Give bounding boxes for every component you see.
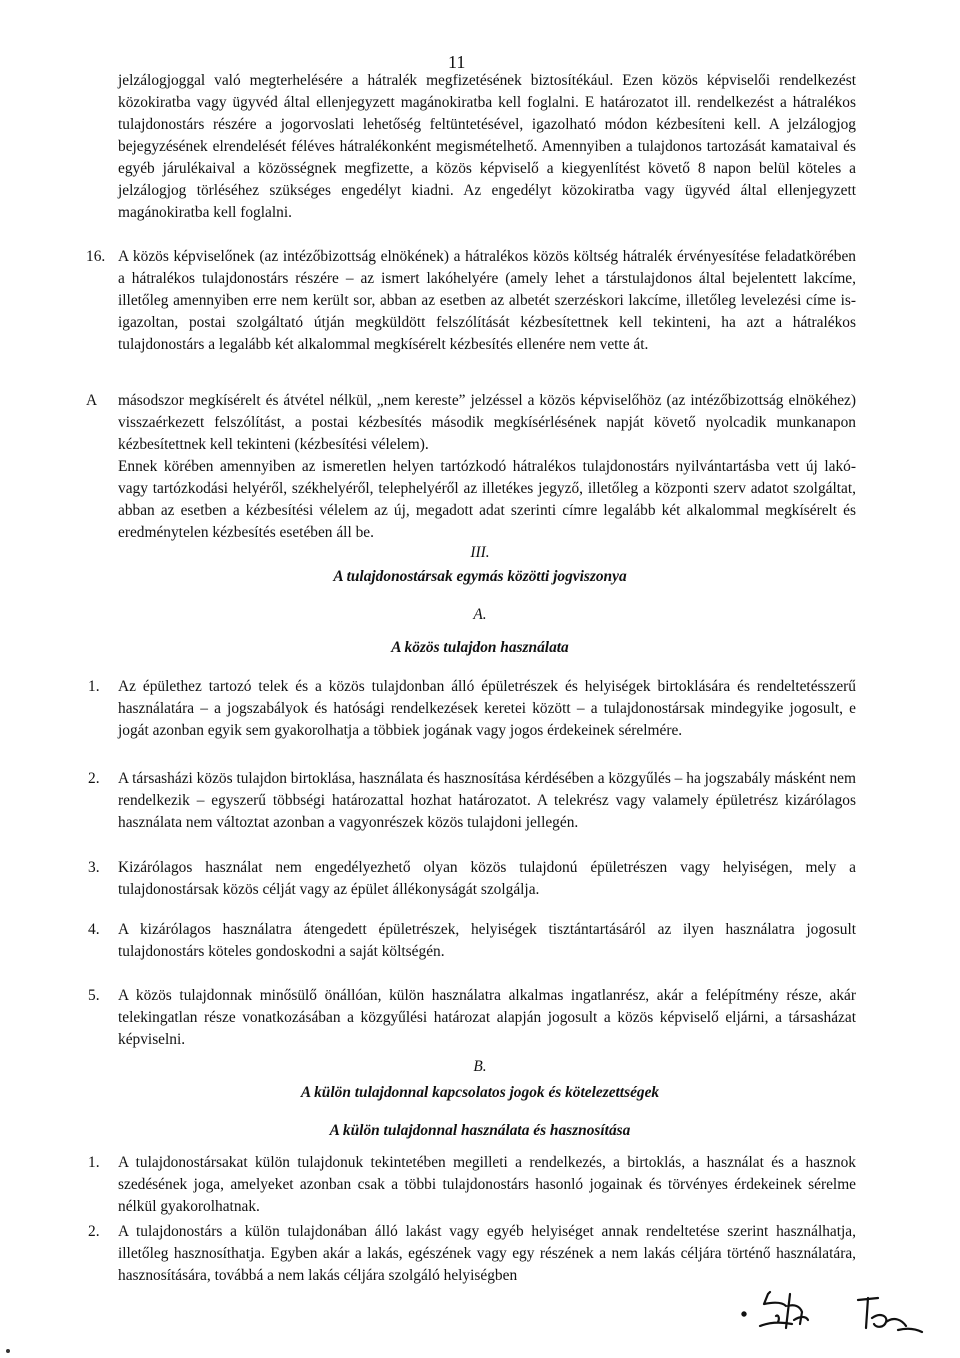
section-a-title: A közös tulajdon használata	[391, 639, 569, 656]
section-a-item-4-number: 4.	[88, 921, 100, 938]
item-16-number: 16.	[86, 248, 106, 265]
section-b-title: A külön tulajdonnal kapcsolatos jogok és kötelezettségek	[300, 1084, 660, 1101]
second-attempt-lead: A	[86, 392, 98, 409]
section-a-item-5-number: 5.	[88, 987, 100, 1004]
section-b-item-1-text: A tulajdonostársakat külön tulajdonuk tekintetében megilleti a rendelkezés, a birtoklás, a használat és a hasznok szedésének joga, amelyeket azonban csak a többi tulajdonostárs hasonló jogainak és törvényes érdekeinek sérelme nélkül gyakorolhatnak.	[118, 1154, 856, 1215]
signature-icon	[730, 1276, 960, 1346]
section-a-letter: A.	[473, 606, 487, 623]
section-a-item-3-number: 3.	[88, 859, 100, 876]
section-3-title: A tulajdonostársak egymás közötti jogviszonya	[333, 568, 627, 585]
section-a-item-2-text: A társasházi közös tulajdon birtoklása, használata és hasznosítása kérdésében a közgyűlés – ha jogszabály másként nem rendelkezik – egyszerű többségi határozattal hozhat határozatot. A telekrész vagy valamely épületrész kizárólagos használata nem változtat azonban a vagyonrészek közös tulajdoni jellegén.	[118, 770, 856, 831]
section-a-item-5-text: A közös tulajdonnak minősülő önállóan, külön használatra alkalmas ingatlanrész, akár a felépítmény része, akár telekingatlan része vonatkozásában a közgyűlési határozat alapján jogosult a közös képviselő eljárni, a társasházat képviselni.	[118, 987, 856, 1048]
second-attempt-text: másodszor megkísérelt és átvétel nélkül, „nem kereste” jelzéssel a közös képviselőhöz (az intézőbizottság elnökéhez) visszaérkezett felszólítást, a postai kézbesítés második megkísérlésének napját követő nyolcadik munkanapon kézbesítettnek kell tekinteni (kézbesítési vélelem).	[118, 392, 856, 453]
section-b-item-1-number: 1.	[88, 1154, 100, 1171]
margin-mark	[6, 1349, 10, 1353]
section-a-item-3-text: Kizárólagos használat nem engedélyezhető olyan közös tulajdonú épületrészen vagy helyiségen, mely a tulajdonostársak közös célját vagy az épület állékonyságát szolgálja.	[118, 859, 856, 898]
second-attempt-continuation: Ennek körében amennyiben az ismeretlen helyen tartózkodó hátralékos tulajdonostárs nyilvántartásba vett új lakó- vagy tartózkodási helyéről, székhelyéről, telephelyéről az illetékes jegyző, illetőleg a központi szerv adatot szolgáltat, abban az esetben a kézbesítési vélelem az új, megadott adat szerinti címre legalább két alkalommal megkísérelt és eredménytelen kézbesítés esetében áll be.	[118, 458, 856, 541]
page-number: 11	[448, 52, 466, 72]
item-16-text: A közös képviselőnek (az intézőbizottság elnökének) a hátralékos közös költség hátralék érvényesítése feladatkörében a hátralékos tulajdonostárs részére – az ismert lakóhelyére (amely lehet a társtulajdonos által bejelentett lakcíme, illetőleg amennyiben erre nem került sor, abban az esetben az albetét szerzéskori lakcíme, illetőleg levelezési címe is- igazoltan, postai szolgáltató útján megküldött felszólítását kézbesítettnek kell tekinteni, ha azt a hátralékos tulajdonostárs a legalább két alkalommal megkísérelt kézbesítés ellenére nem vette át.	[118, 248, 856, 353]
section-a-item-2-number: 2.	[88, 770, 100, 787]
section-b-subtitle: A külön tulajdonnal használata és hasznosítása	[329, 1122, 631, 1139]
section-a-item-4-text: A kizárólagos használatra átengedett épületrészek, helyiségek tisztántartásáról az ilyen használatra jogosult tulajdonostárs köteles gondoskodni a saját költségén.	[118, 921, 856, 960]
section-3-roman: III.	[470, 544, 490, 561]
section-a-item-1-text: Az épülethez tartozó telek és a közös tulajdonban álló épületrészek és helyiségek birtoklására és rendeltetésszerű használatára – a jogszabályok és hatósági rendelkezések keretei között – a tulajdonostársak mindegyike jogosult, e jogát azonban egyik sem gyakorolhatja a többiek jogának vagy jogos érdekeinek sérelmére.	[118, 678, 856, 739]
section-a-item-1-number: 1.	[88, 678, 100, 695]
intro-paragraph: jelzálogjoggal való megterhelésére a hátralék megfizetésének biztosítékául. Ezen közös képviselői rendelkezést közokiratba vagy ügyvéd által ellenjegyzett magánokiratba kell foglalni. E határozatot ill. rendelkezést a hátralékos tulajdonostárs részére a jogorvoslati lehetőség feltüntetésével, igazolható módon kézbesíteni kell. A jelzálogjog bejegyzésének elrendelését féléves hátralékonként megismételhető. Amennyiben a tulajdonos tartozását kamataival és egyéb járulékaival a közösségnek megfizette, a közös képviselő a kiegyenlítést követő 8 napon belül köteles a jelzálogjog törléséhez szükséges engedélyt kiadni. Az engedélyt közokiratba vagy ügyvéd által ellenjegyzett magánokiratba kell foglalni.	[118, 72, 856, 221]
section-b-item-2-number: 2.	[88, 1223, 100, 1240]
handwritten-signature	[730, 1276, 960, 1346]
section-b-item-2-text: A tulajdonostárs a külön tulajdonában álló lakást vagy egyéb helyiséget annak rendeltetése szerint használhatja, illetőleg hasznosíthatja. Egyben akár a lakás, egészének vagy egy részének a nem lakás céljára történő használatára, hasznosítására, továbbá a nem lakás céljára szolgáló helyiségben	[118, 1223, 856, 1284]
section-b-letter: B.	[473, 1058, 487, 1075]
